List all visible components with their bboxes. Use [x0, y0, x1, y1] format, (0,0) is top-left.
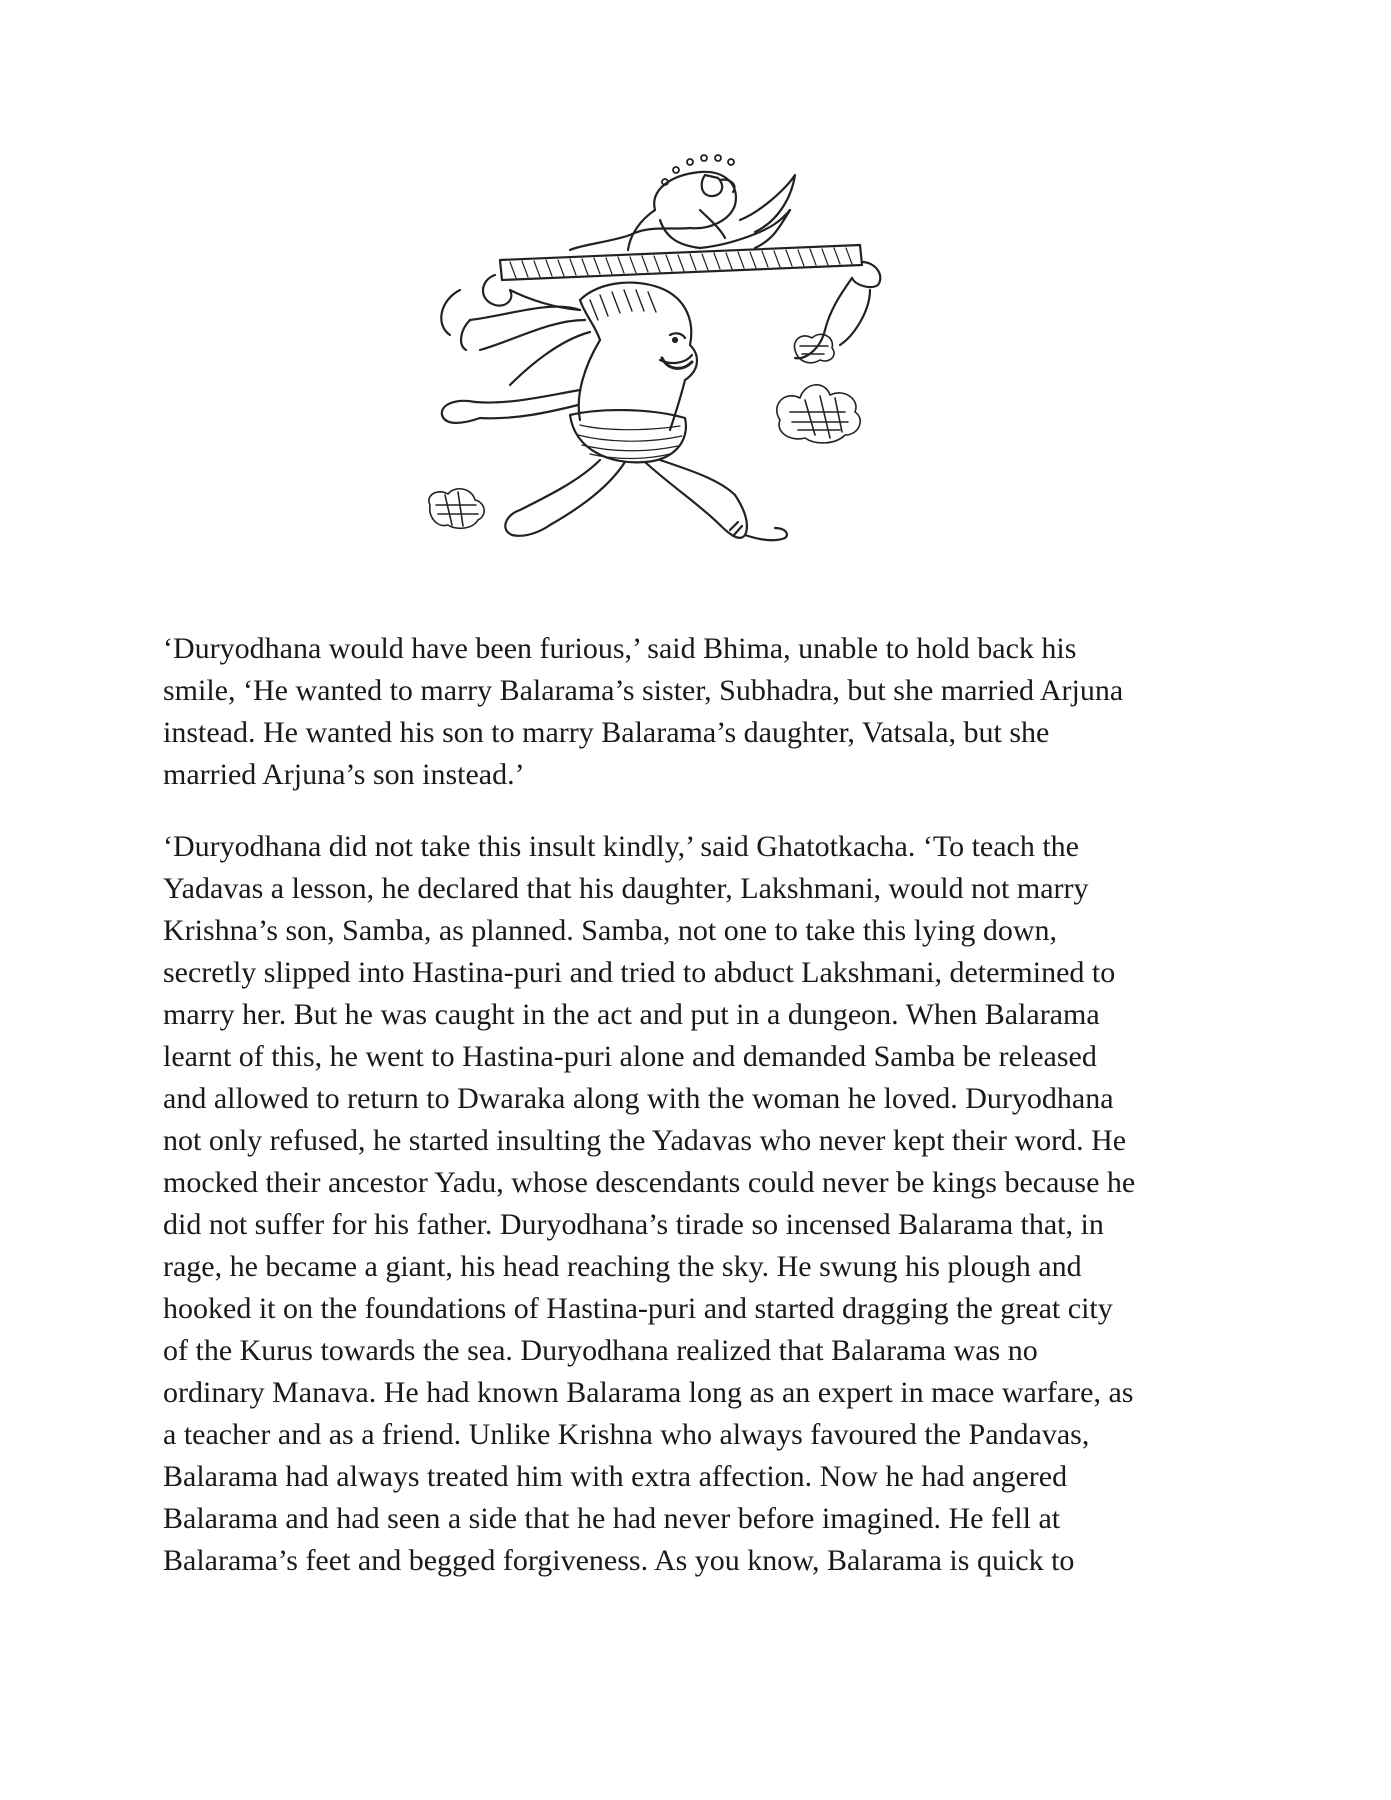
text-line: and allowed to return to Dwaraka along with the woman he loved. Duryodhana [163, 1082, 1114, 1115]
text-line: rage, he became a giant, his head reaching the sky. He swung his plough and [163, 1250, 1082, 1283]
text-line: not only refused, he started insulting the Yadavas who never kept their word. He [163, 1124, 1127, 1157]
text-line: ‘Duryodhana would have been furious,’ said Bhima, unable to hold back his [163, 632, 1077, 665]
text-line: married Arjuna’s son instead.’ [163, 758, 525, 791]
text-line: ordinary Manava. He had known Balarama long as an expert in mace warfare, as [163, 1376, 1134, 1409]
text-line: of the Kurus towards the sea. Duryodhana realized that Balarama was no [163, 1334, 1038, 1367]
text-line: ‘Duryodhana did not take this insult kindly,’ said Ghatotkacha. ‘To teach the [163, 830, 1079, 863]
story-text [163, 628, 1243, 1582]
text-line: Krishna’s son, Samba, as planned. Samba, not one to take this lying down, [163, 914, 1058, 947]
paragraph-bhima [163, 628, 1243, 796]
text-line: marry her. But he was caught in the act and put in a dungeon. When Balarama [163, 998, 1100, 1031]
balarama-carrying-lakshmani-icon [400, 150, 980, 610]
text-line: Balarama’s feet and begged forgiveness. As you know, Balarama is quick to [163, 1544, 1075, 1577]
text-line: Balarama had always treated him with extra affection. Now he had angered [163, 1460, 1068, 1493]
text-line: Balarama and had seen a side that he had never before imagined. He fell at [163, 1502, 1061, 1535]
text-line: Yadavas a lesson, he declared that his daughter, Lakshmani, would not marry [163, 872, 1089, 905]
text-line: learnt of this, he went to Hastina-puri alone and demanded Samba be released [163, 1040, 1097, 1073]
paragraph-ghatotkacha [163, 826, 1243, 1582]
text-line: smile, ‘He wanted to marry Balarama’s sister, Subhadra, but she married Arjuna [163, 674, 1124, 707]
text-line: mocked their ancestor Yadu, whose descendants could never be kings because he [163, 1166, 1136, 1199]
text-line: did not suffer for his father. Duryodhana’s tirade so incensed Balarama that, in [163, 1208, 1104, 1241]
text-line: hooked it on the foundations of Hastina-puri and started dragging the great city [163, 1292, 1113, 1325]
text-line: a teacher and as a friend. Unlike Krishna who always favoured the Pandavas, [163, 1418, 1090, 1451]
text-line: instead. He wanted his son to marry Balarama’s daughter, Vatsala, but she [163, 716, 1050, 749]
text-line: secretly slipped into Hastina-puri and tried to abduct Lakshmani, determined to [163, 956, 1116, 989]
paragraph-spacer [163, 796, 1243, 826]
